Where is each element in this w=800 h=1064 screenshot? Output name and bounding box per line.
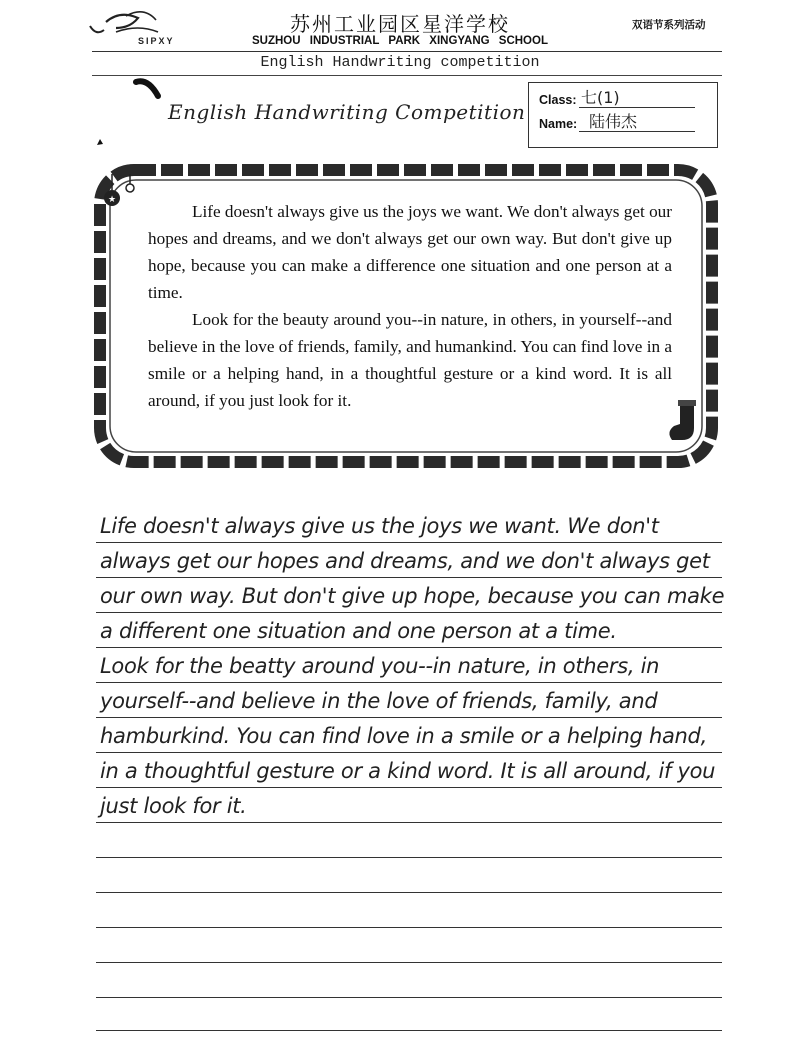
printed-passage [148,198,672,414]
ruled-line [96,962,722,963]
ruled-line [96,542,722,543]
ruled-line [96,752,722,753]
ruled-line [96,927,722,928]
passage-paragraph: Look for the beauty around you--in nature, in others, in yourself--and believe in the love of friends, family, and humankind. You can find love in a smile or a helping hand, in a thoughtful gesture or a kind word. It is all around, if you just look for it. [148,310,672,410]
class-label: Class: [539,93,577,107]
festival-label: 双语节系列活动 [632,19,706,31]
ruled-line [96,682,722,683]
passage-paragraph: Life doesn't always give us the joys we want. We don't always get our hopes and dreams, and we don't always get our own way. But don't give up hope, because you can make a difference one situation and one person at a time. [148,202,672,302]
school-name-chinese: 苏州工业园区星洋学校 [290,12,510,36]
ruled-line [96,822,722,823]
competition-title: English Handwriting Competition [168,100,526,124]
logo-text: SIPXY [138,36,175,46]
ruled-line [96,997,722,998]
ruled-line [96,647,722,648]
handwritten-line: yourself--and believe in the love of friends, family, and [100,689,658,713]
student-info-box [528,82,718,148]
ruled-line [96,612,722,613]
decorative-dot [96,138,104,146]
name-value: 陆伟杰 [589,112,638,131]
handwritten-line: always get our hopes and dreams, and we don't always get [100,549,710,573]
ruled-line [96,717,722,718]
header-divider [92,51,722,52]
handwritten-line: our own way. But don't give up hope, because you can make [100,584,725,608]
ruled-line [96,1030,722,1031]
class-value: 七(1) [581,88,620,107]
handwritten-line: in a thoughtful gesture or a kind word. It is all around, if you [100,759,716,783]
subtitle-divider [92,75,722,76]
ruled-line [96,787,722,788]
ruled-line [96,857,722,858]
handwritten-line: Look for the beatty around you--in nature, in others, in [100,654,660,678]
handwritten-line: a different one situation and one person at a time. [100,619,617,643]
name-label: Name: [539,117,578,131]
handwritten-line: hamburkind. You can find love in a smile or a helping hand, [100,724,707,748]
decorative-brush-stroke [130,74,170,110]
handwritten-line: just look for it. [100,794,247,818]
handwritten-line: Life doesn't always give us the joys we want. We don't [100,514,659,538]
school-logo [86,6,196,52]
class-underline [579,107,695,108]
ruled-line [96,577,722,578]
school-name-english: SUZHOU INDUSTRIAL PARK XINGYANG SCHOOL [252,35,548,47]
ruled-line [96,892,722,893]
stocking-icon [669,400,696,440]
svg-text:★: ★ [108,195,117,205]
subtitle: English Handwriting competition [260,54,540,71]
name-underline [579,131,695,132]
